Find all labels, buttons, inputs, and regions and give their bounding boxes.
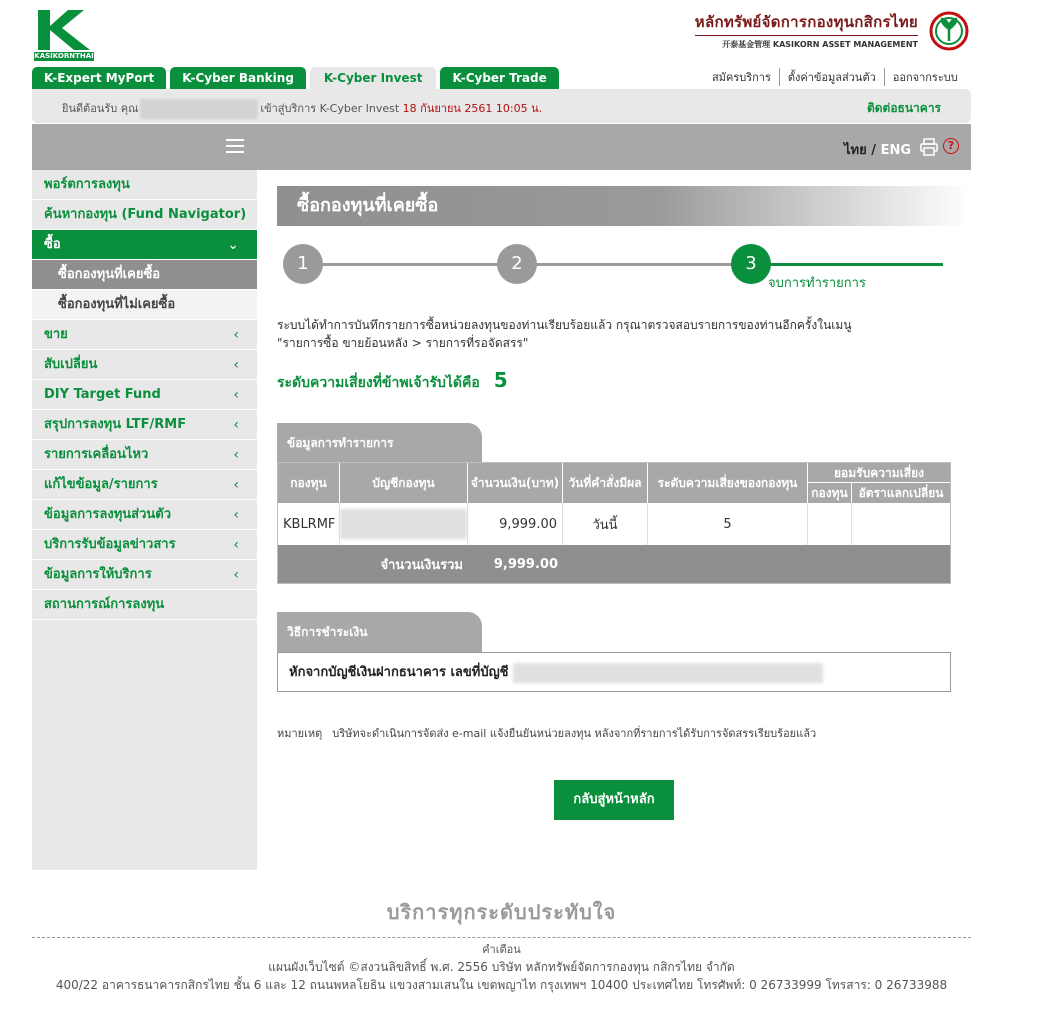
brand-english: 开泰基金管理 KASIKORN ASSET MANAGEMENT — [722, 40, 918, 49]
lang-thai[interactable]: ไทย — [844, 143, 867, 158]
payment-section-header: วิธีการชำระเงิน — [277, 612, 482, 652]
confirmation-message — [277, 316, 957, 352]
warning-link[interactable]: คำเตือน — [482, 943, 521, 956]
lang-separator: / — [866, 143, 881, 158]
col-effective-date: วันที่คำสั่งมีผล — [563, 463, 648, 503]
sidebar-item-label: แก้ไขข้อมูล/รายการ — [44, 477, 158, 492]
chevron-down-icon: ⌄ — [227, 237, 239, 253]
cell-accept-fx — [852, 503, 950, 545]
sidebar-item-fund-navigator[interactable] — [32, 200, 257, 230]
sidebar-item-label: สับเปลี่ยน — [44, 357, 98, 372]
cell-accept-fund — [808, 503, 852, 545]
sidebar-item-personal-investment[interactable] — [32, 500, 257, 530]
help-icon[interactable]: ? — [943, 138, 959, 154]
step-3: 3 — [731, 244, 771, 284]
chevron-left-icon: ‹ — [233, 327, 239, 343]
toolbar — [32, 124, 971, 170]
transaction-section-header: ข้อมูลการทำรายการ — [277, 423, 482, 463]
risk-level — [277, 368, 508, 394]
col-fund: กองทุน — [278, 463, 340, 503]
sidebar-item-label: บริการรับข้อมูลข่าวสาร — [44, 537, 176, 552]
sidebar-item-market-situation[interactable] — [32, 590, 257, 620]
risk-value: 5 — [493, 368, 508, 392]
sidebar-item-label: สรุปการลงทุน LTF/RMF — [44, 417, 187, 432]
sidebar-item-label: ซื้อกองทุนที่เคยซื้อ — [58, 267, 161, 282]
step-progress — [283, 244, 943, 291]
print-icon[interactable] — [920, 138, 938, 156]
sidebar-item-label: สถานการณ์การลงทุน — [44, 597, 165, 612]
step-connector — [535, 263, 735, 266]
note — [277, 724, 816, 742]
cell-amount: 9,999.00 — [468, 503, 563, 545]
step-2: 2 — [497, 244, 537, 284]
page-title: ซื้อกองทุนที่เคยซื้อ — [277, 186, 971, 226]
step-connector — [321, 263, 501, 266]
tab-k-cyber-banking[interactable]: K-Cyber Banking — [170, 67, 306, 89]
menu-icon[interactable] — [226, 139, 244, 153]
step-1: 1 — [283, 244, 323, 284]
note-text: บริษัทจะดำเนินการจัดส่ง e-mail แจ้งยืนยันหน่วยลงทุน หลังจากที่รายการได้รับการจัดสรรเรียบร้อยแล้ว — [332, 727, 817, 740]
sidebar-menu — [32, 170, 257, 870]
brand-block — [695, 10, 918, 50]
product-tabs — [32, 67, 559, 89]
language-switch — [844, 139, 911, 160]
cell-account — [340, 503, 468, 545]
copyright-line: แผนผังเว็บไซต์ ©สงวนลิขสิทธิ์ พ.ศ. 2556 บริษัท หลักทรัพย์จัดการกองทุน กสิกรไทย จำกัด — [268, 960, 735, 974]
logout-link[interactable]: ออกจากระบบ — [892, 71, 958, 84]
accept-risk-fx: อัตราแลกเปลี่ยน — [858, 486, 944, 500]
footer-divider — [32, 937, 971, 938]
chevron-left-icon: ‹ — [233, 447, 239, 463]
message-line-2: "รายการซื้อ ขายย้อนหลัง > รายการที่รอจัดสรร" — [277, 336, 529, 350]
sidebar-item-label: รายการเคลื่อนไหว — [44, 447, 149, 462]
payment-text: หักจากบัญชีเงินฝากธนาคาร เลขที่บัญชี — [289, 665, 509, 680]
table-row — [278, 503, 950, 545]
sidebar-item-buy[interactable] — [32, 230, 257, 260]
register-link[interactable]: สมัครบริการ — [704, 68, 780, 86]
tab-k-cyber-invest[interactable]: K-Cyber Invest — [310, 67, 437, 89]
sidebar-item-service-info[interactable] — [32, 560, 257, 590]
risk-label: ระดับความเสี่ยงที่ข้าพเจ้ารับได้คือ — [277, 375, 480, 391]
col-account: บัญชีกองทุน — [340, 463, 468, 503]
total-row — [278, 545, 950, 583]
sidebar-item-edit-data[interactable] — [32, 470, 257, 500]
sidebar-item-news-service[interactable] — [32, 530, 257, 560]
step-3-label: จบการทำรายการ — [768, 276, 866, 291]
lang-english[interactable]: ENG — [880, 143, 911, 158]
sidebar-item-switch[interactable] — [32, 350, 257, 380]
chevron-left-icon: ‹ — [233, 537, 239, 553]
total-value: 9,999.00 — [493, 556, 558, 572]
contact-bank-link[interactable]: ติดต่อธนาคาร — [866, 101, 941, 115]
chevron-left-icon: ‹ — [233, 567, 239, 583]
total-label: จำนวนเงินรวม — [380, 557, 463, 573]
table-header — [278, 463, 950, 503]
bank-account-redacted — [513, 663, 823, 683]
payment-method — [277, 652, 951, 692]
sidebar-item-label: DIY Target Fund — [44, 387, 161, 402]
sidebar-item-diy-target-fund[interactable] — [32, 380, 257, 410]
brand-thai: หลักทรัพย์จัดการกองทุนกสิกรไทย — [695, 10, 918, 36]
tab-k-expert-myport[interactable]: K-Expert MyPort — [32, 67, 166, 89]
login-date: 18 กันยายน 2561 10:05 น. — [402, 102, 543, 115]
k-logo-icon — [34, 8, 94, 52]
message-line-1: ระบบได้ทำการบันทึกรายการซื้อหน่วยลงทุนของท่านเรียบร้อยแล้ว กรุณาตรวจสอบรายการของท่านอีกครั้งในเมนู — [277, 318, 852, 332]
cell-effective-date: วันนี้ — [563, 503, 648, 545]
welcome-prefix: ยินดีต้อนรับ คุณ — [62, 102, 139, 115]
sidebar-item-buy-existing[interactable] — [32, 260, 257, 290]
chevron-left-icon: ‹ — [233, 417, 239, 433]
cell-fund-risk: 5 — [648, 503, 808, 545]
address-line: 400/22 อาคารธนาคารกสิกรไทย ชั้น 6 และ 12 ถนนพหลโยธิน แขวงสามเสนใน เขตพญาไท กรุงเทพฯ 10400 ประเทศไทย โทรศัพท์: 0 26733999 โทรสาร: 0 26733988 — [55, 978, 948, 992]
sidebar-item-label: ซื้อ — [44, 237, 61, 252]
transaction-table — [277, 462, 951, 584]
sidebar-item-label: พอร์ตการลงทุน — [44, 177, 130, 192]
logo-text: KASIKORNTHAI — [34, 52, 94, 60]
back-to-home-button[interactable]: กลับสู่หน้าหลัก — [554, 780, 674, 820]
accept-risk-header: ยอมรับความเสี่ยง — [808, 463, 950, 483]
sidebar-item-portfolio[interactable] — [32, 170, 257, 200]
chevron-left-icon: ‹ — [233, 477, 239, 493]
sidebar-item-label: ขาย — [44, 327, 68, 342]
welcome-bar — [32, 89, 971, 123]
footer-slogan: บริการทุกระดับประทับใจ — [386, 900, 617, 924]
cell-fund: KBLRMF — [278, 503, 340, 545]
col-accept-risk — [808, 463, 950, 503]
kasikorn-logo[interactable] — [34, 8, 94, 60]
step-connector-complete — [769, 263, 943, 266]
account-redacted — [340, 509, 467, 539]
sidebar-item-ltf-rmf-summary[interactable] — [32, 410, 257, 440]
sidebar-item-sell[interactable] — [32, 320, 257, 350]
top-links — [704, 68, 966, 86]
sidebar-item-transactions[interactable] — [32, 440, 257, 470]
note-label: หมายเหตุ — [277, 727, 323, 740]
chevron-left-icon: ‹ — [233, 387, 239, 403]
user-name-redacted — [140, 99, 258, 119]
col-amount: จำนวนเงิน(บาท) — [468, 463, 563, 503]
sidebar-item-label: ค้นหากองทุน (Fund Navigator) — [44, 207, 247, 222]
sidebar-item-label: ข้อมูลการให้บริการ — [44, 567, 152, 582]
kasikorn-seal-icon — [927, 11, 971, 51]
accept-risk-fund: กองทุน — [808, 483, 852, 503]
sidebar-item-label: ข้อมูลการลงทุนส่วนตัว — [44, 507, 172, 522]
welcome-suffix: เข้าสู่บริการ K-Cyber Invest — [260, 102, 400, 115]
sidebar-item-label: ซื้อกองทุนที่ไม่เคยซื้อ — [58, 297, 176, 312]
tab-k-cyber-trade[interactable]: K-Cyber Trade — [440, 67, 558, 89]
chevron-left-icon: ‹ — [233, 357, 239, 373]
welcome-text — [62, 99, 542, 119]
profile-settings-link[interactable]: ตั้งค่าข้อมูลส่วนตัว — [780, 68, 885, 86]
sidebar-item-buy-new[interactable] — [32, 290, 257, 320]
col-fund-risk: ระดับความเสี่ยงของกองทุน — [648, 463, 808, 503]
chevron-left-icon: ‹ — [233, 507, 239, 523]
